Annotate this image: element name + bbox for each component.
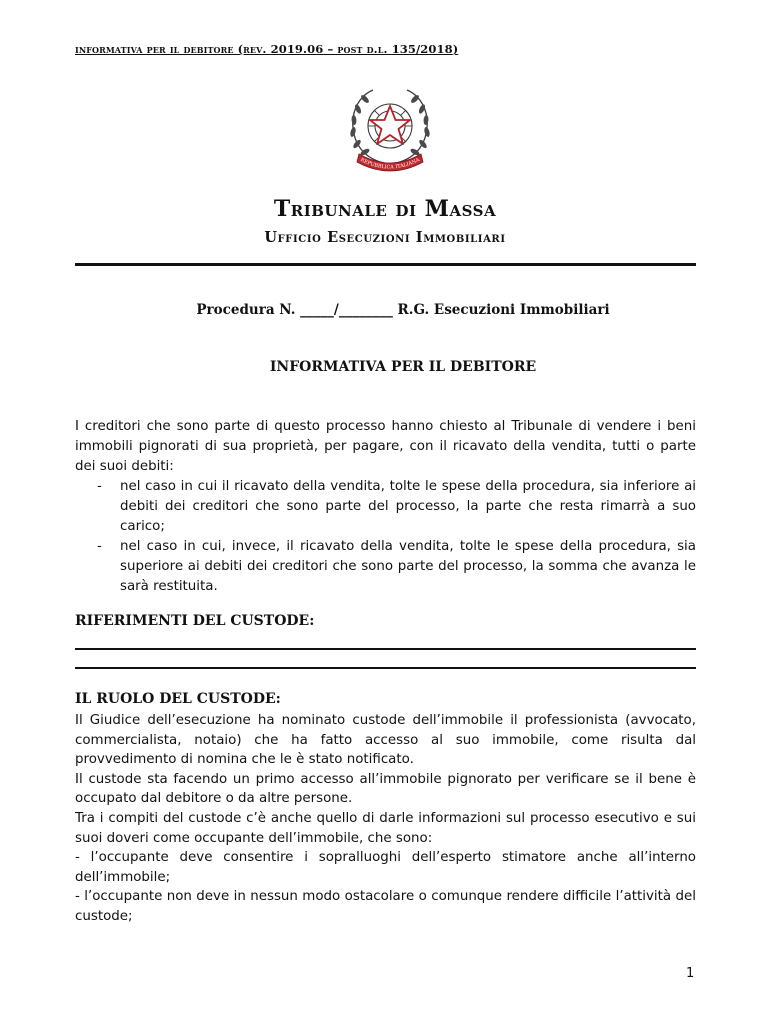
- custodian-references-title: RIFERIMENTI DEL CUSTODE:: [75, 613, 315, 629]
- bullet-text: nel caso in cui, invece, il ricavato della vendita, tolte le spese della procedura, sia superiore ai debiti dei creditori che sono parte del processo, la somma che avanza le sarà restituita.: [120, 539, 696, 594]
- running-header-part1: informativa per il debitore (rev.: [75, 42, 271, 56]
- dash-bullet-icon: -: [97, 539, 102, 554]
- role-paragraph: Il Giudice dell’esecuzione ha nominato custode dell’immobile il professionista (avvocato, commercialista, notaio) che ha fatto accesso al suo immobile, come risulta dal provvedimento di nomina che le è stato notificato.: [75, 713, 696, 768]
- running-header-decree: 135/2018: [391, 42, 453, 56]
- custodian-role-title: IL RUOLO DEL CUSTODE:: [75, 691, 281, 707]
- intro-bullet-list: [75, 477, 696, 597]
- dash-bullet-icon: -: [97, 479, 102, 494]
- blank-line-2: [75, 667, 696, 669]
- court-title: Tribunale di Massa: [273, 196, 497, 222]
- page-number: 1: [686, 966, 695, 981]
- court-subtitle: Ufficio Esecuzioni Immobiliari: [264, 229, 506, 246]
- header-divider: [75, 263, 696, 266]
- running-header-revision: 2019.06: [270, 42, 324, 56]
- custodian-role-body: [75, 711, 696, 927]
- procedure-number-line: Procedura N. _____/________ R.G. Esecuzioni Immobiliari: [196, 302, 610, 318]
- italian-republic-emblem-icon: [345, 84, 435, 179]
- document-heading: INFORMATIVA PER IL DEBITORE: [269, 359, 537, 375]
- running-header: [75, 42, 458, 56]
- list-item: [75, 477, 696, 537]
- intro-paragraph: I creditori che sono parte di questo processo hanno chiesto al Tribunale di vendere i beni immobili pignorati di sua proprietà, per pagare, con il ricavato della vendita, tutti o parte dei suoi debiti:: [75, 419, 696, 474]
- role-paragraph: - l’occupante non deve in nessun modo ostacolare o comunque rendere difficile l’attività del custode;: [75, 889, 696, 924]
- role-paragraph: - l’occupante deve consentire i sopralluoghi dell’esperto stimatore anche all’interno dell’immobile;: [75, 850, 696, 885]
- role-paragraph: Il custode sta facendo un primo accesso all’immobile pignorato per verificare se il bene è occupato dal debitore o da altre persone.: [75, 771, 696, 807]
- emblem-ribbon-text: REPUBBLICA ITALIANA: [359, 157, 421, 171]
- running-header-part3: – post d.l.: [323, 42, 392, 56]
- bullet-text: nel caso in cui il ricavato della vendita, tolte le spese della procedura, sia inferiore ai debiti dei creditori che sono parte del processo, la parte che resta rimarrà a suo carico;: [120, 479, 696, 534]
- role-paragraph: Tra i compiti del custode c’è anche quello di darle informazioni sul processo esecutivo e sui suoi doveri come occupante dell’immobile, che sono:: [75, 810, 696, 846]
- list-item: [75, 537, 696, 597]
- blank-line-1: [75, 648, 696, 650]
- running-header-part5: ): [452, 42, 459, 56]
